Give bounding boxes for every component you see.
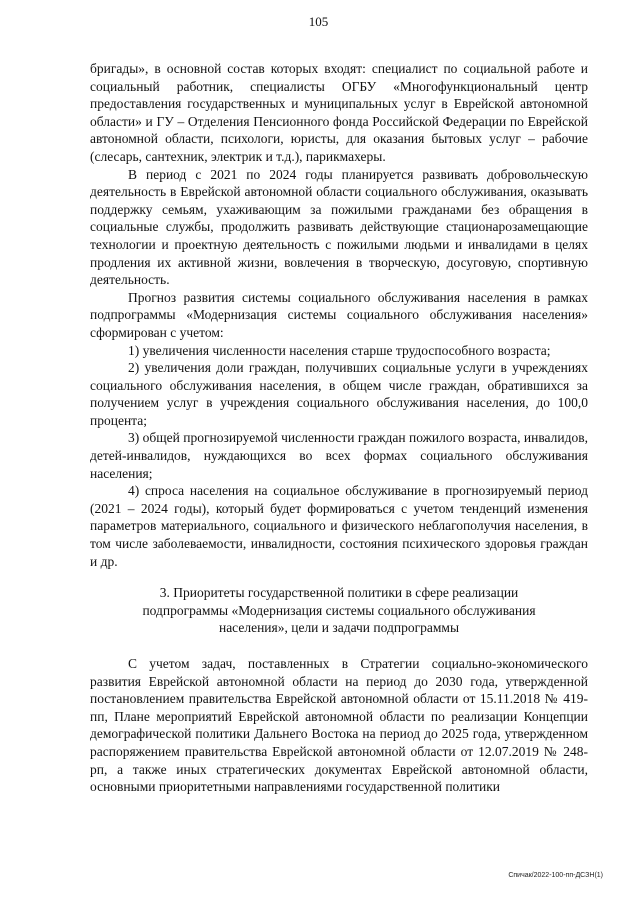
footer-document-code: Спичак/2022-100-пп-ДСЗН(1) — [508, 872, 603, 879]
section-heading-line-3: населения», цели и задачи подпрограммы — [218, 620, 460, 636]
list-item-1: 1) увеличения численности населения старше трудоспособного возраста; — [128, 342, 551, 358]
paragraph-volunteer-plans: В период с 2021 по 2024 годы планируется развивать добровольческую деятельность в Еврейской автономной области социального обслуживания, оказывать поддержку семьям, ухаживающим за пожилыми гражданами без обращения в социальные службы, продолжить развивать действующие стационарозамещающие технологии и проектную деятельность с пожилыми людьми и инвалидами в целях продления их активной жизни, вовлечения в творческую, досуговую, спортивную деятельность. — [90, 166, 588, 288]
section-heading-line-1: 3. Приоритеты государственной политики в сфере реализации — [159, 585, 519, 601]
paragraph-strategy: С учетом задач, поставленных в Стратегии социально-экономического развития Еврейской автономной области на период до 2030 года, утвержденной постановлением правительства Еврейской автономной области от 15.11.2018 № 419-пп, Плане мероприятий Еврейской автономной области по реализации Концепции демографической политики Дальнего Востока на период до 2025 года, утвержденном распоряжением правительства Еврейской автономной области от 12.07.2019 № 248-рп, а также иных стратегических документах Еврейской автономной области, основными приоритетными направлениями государственной политики — [90, 656, 588, 795]
paragraph-continuation: бригады», в основной состав которых входят: специалист по социальной работе и социальный работник, специалисты ОГБУ «Многофункциональный центр предоставления государственных и муниципальных услуг в Еврейской автономной области» и ГУ – Отделения Пенсионного фонда Российской Федерации по Еврейской автономной области, психологи, юристы, для оказания бытовых услуг – рабочие (слесарь, сантехник, электрик и т.д.), парикмахеры. — [90, 61, 588, 164]
paragraph-forecast-intro: Прогноз развития системы социального обслуживания населения в рамках подпрограммы «Модернизация системы социального обслуживания населения» сформирован с учетом: — [90, 289, 588, 340]
list-item-4: 4) спроса населения на социальное обслуживание в прогнозируемый период (2021 – 2024 годы), который будет формироваться с учетом тенденций изменения параметров материального, социального и физического неблагополучия населения, в том числе заболеваемости, инвалидности, состояния психического здоровья граждан и др. — [90, 483, 588, 569]
page-number: 105 — [308, 14, 329, 29]
section-heading-line-2: подпрограммы «Модернизация системы социального обслуживания — [142, 602, 536, 618]
list-item-3: 3) общей прогнозируемой численности граждан пожилого возраста, инвалидов, детей-инвалидов, нуждающихся во всех формах социального обслуживания населения; — [90, 430, 588, 481]
section-heading — [90, 584, 588, 637]
list-item-2: 2) увеличения доли граждан, получивших социальные услуги в учреждениях социального обслуживания населения, в общем числе граждан, обратившихся за получением услуг в учреждения социального обслуживания населения, до 100,0 процента; — [90, 360, 588, 428]
document-body — [90, 60, 588, 796]
